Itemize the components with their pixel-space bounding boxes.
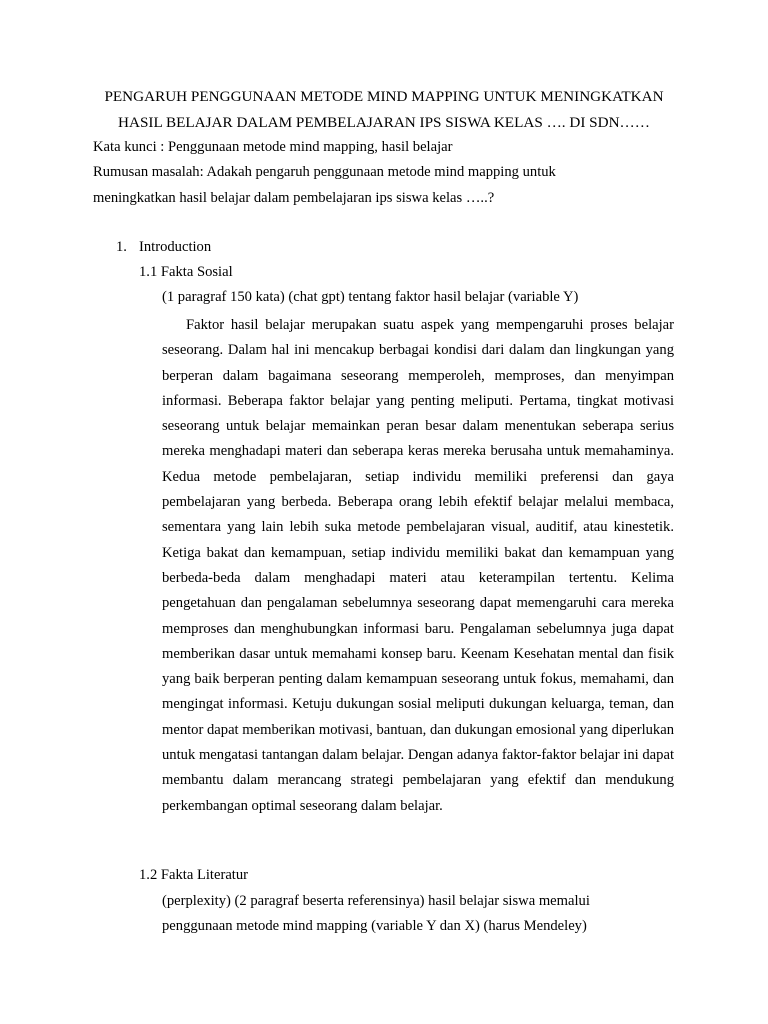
problem-statement-line-1: Rumusan masalah: Adakah pengaruh penggunaan metode mind mapping untuk bbox=[93, 164, 556, 180]
section-number: 1. bbox=[116, 239, 127, 255]
subsection-heading-fakta-sosial: 1.1 Fakta Sosial bbox=[139, 264, 233, 280]
section-heading: Introduction bbox=[139, 239, 212, 255]
document-title-line-2: HASIL BELAJAR DALAM PEMBELAJARAN IPS SISWA KELAS …. DI SDN…… bbox=[118, 114, 650, 131]
keywords-line: Kata kunci : Penggunaan metode mind mapping, hasil belajar bbox=[93, 139, 453, 155]
subsection-heading-fakta-literatur: 1.2 Fakta Literatur bbox=[139, 867, 249, 883]
document-title-line-1: PENGARUH PENGGUNAAN METODE MIND MAPPING UNTUK MENINGKATKAN bbox=[104, 88, 664, 105]
body-paragraph-fakta-sosial: Faktor hasil belajar merupakan suatu aspek yang mempengaruhi proses belajar seseorang. Dalam hal ini mencakup berbagai kondisi dari dalam dan lingkungan yang berperan dalam bagaimana seseorang memperoleh, memproses, dan menyimpan informasi. Beberapa faktor belajar yang penting meliputi. Pertama, tingkat motivasi seseorang untuk belajar memainkan peran besar dalam menentukan seberapa serius mereka menghadapi materi dan seberapa keras mereka berusaha untuk memahaminya. Kedua metode pembelajaran, setiap individu memiliki preferensi dan gaya pembelajaran yang berbeda. Beberapa orang lebih efektif belajar melalui membaca, sementara yang lain lebih suka metode pembelajaran visual, auditif, atau kinestetik. Ketiga bakat dan kemampuan, setiap individu memiliki bakat dan kemampuan yang berbeda-beda dalam menghadapi materi atau keterampilan tertentu. Kelima pengetahuan dan pengalaman sebelumnya seseorang dapat memengaruhi cara mereka memproses dan menghubungkan informasi baru. Pengalaman sebelumnya juga dapat memberikan dasar untuk memahami konsep baru. Keenam Kesehatan mental dan fisik yang baik berperan penting dalam kemampuan seseorang untuk fokus, memahami, dan mengingat informasi. Ketuju dukungan sosial meliputi dukungan keluarga, teman, dan mentor dapat memberikan motivasi, bantuan, dan dukungan emosional yang diperlukan untuk mengatasi tantangan dalam belajar. Dengan adanya faktor-faktor belajar ini dapat membantu dalam merancang strategi pembelajaran yang efektif dan mendukung perkembangan optimal seseorang dalam belajar. bbox=[162, 317, 674, 814]
problem-statement-line-2: meningkatkan hasil belajar dalam pembelajaran ips siswa kelas …..? bbox=[93, 190, 495, 206]
subsection-note-fakta-literatur-line-1: (perplexity) (2 paragraf beserta referensinya) hasil belajar siswa memalui bbox=[162, 893, 590, 909]
subsection-note-fakta-literatur-line-2: penggunaan metode mind mapping (variable Y dan X) (harus Mendeley) bbox=[162, 918, 587, 934]
subsection-note-fakta-sosial: (1 paragraf 150 kata) (chat gpt) tentang faktor hasil belajar (variable Y) bbox=[162, 289, 579, 305]
